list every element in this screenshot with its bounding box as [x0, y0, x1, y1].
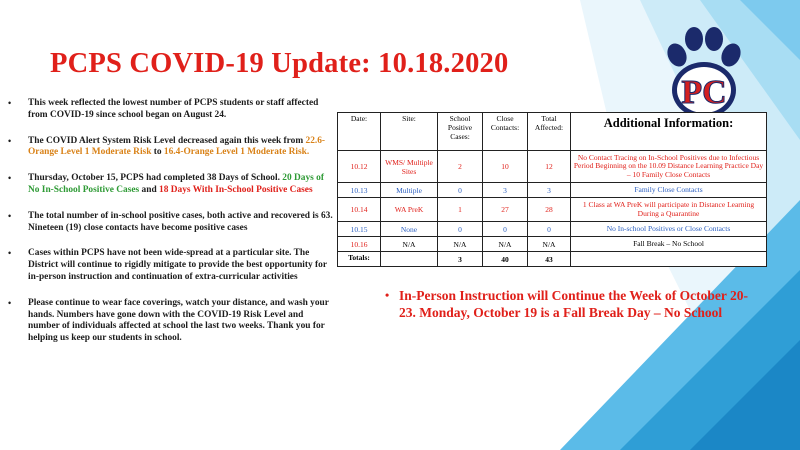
cell-date: 10.14 [338, 198, 381, 222]
cell-total: 3 [528, 183, 571, 198]
bullet-item: • The COVID Alert System Risk Level decreased again this week from 22.6-Orange Level 1 Moderate Risk to 16.4-Orange Level 1 Moderate Risk. [8, 135, 326, 158]
paw-logo-icon [660, 25, 746, 120]
header-date: Date: [338, 113, 381, 151]
page-title: PCPS COVID-19 Update: 10.18.2020 [50, 48, 509, 79]
total-close: 40 [483, 252, 528, 267]
covid-cases-table [337, 112, 767, 267]
cell-info: Family Close Contacts [571, 183, 767, 198]
cell-close: 10 [483, 151, 528, 183]
cell-info: No Contact Tracing on In-School Positives due to Infectious Period Beginning on the 10.09 Distance Learning Practice Day – 10 Family Close Contacts [571, 151, 767, 183]
cell-positive: 0 [438, 222, 483, 237]
cell-close: N/A [483, 237, 528, 252]
table-totals-row [338, 252, 767, 267]
bullet-item: • Cases within PCPS have not been wide-spread at a particular site. The District will continue to rigidly mitigate to provide the best opportunity for in-person instruction and continuation of extra-curricular activities [8, 248, 327, 282]
instruction-note: • In-Person Instruction will Continue the Week of October 20-23. Monday, October 19 is a Fall Break Day – No School [385, 288, 748, 320]
total-positive: 3 [438, 252, 483, 267]
totals-label: Totals: [338, 252, 381, 267]
cell-info: No In-school Positives or Close Contacts [571, 222, 767, 237]
cell-site: WA PreK [381, 198, 438, 222]
table-row [338, 237, 767, 252]
cell-positive: N/A [438, 237, 483, 252]
cell-close: 0 [483, 222, 528, 237]
cell-site: WMS/ Multiple Sites [381, 151, 438, 183]
bullet-item: • Please continue to wear face coverings, watch your distance, and wash your hands. Numbers have gone down with the COVID-19 Risk Level and number of individuals affected at school the last two weeks. Thank you for helping us keep our students in school. [8, 297, 329, 344]
cell-total: 12 [528, 151, 571, 183]
cell-positive: 2 [438, 151, 483, 183]
cell-site: None [381, 222, 438, 237]
cell-date: 10.13 [338, 183, 381, 198]
cell-site: Multiple [381, 183, 438, 198]
cell-empty [571, 252, 767, 267]
cell-total: 28 [528, 198, 571, 222]
cell-total: N/A [528, 237, 571, 252]
cell-info: 1 Class at WA PreK will participate in Distance Learning During a Quarantine [571, 198, 767, 222]
cell-positive: 0 [438, 183, 483, 198]
cell-date: 10.15 [338, 222, 381, 237]
cell-site: N/A [381, 237, 438, 252]
header-close-contacts: Close Contacts: [483, 113, 528, 151]
cell-empty [381, 252, 438, 267]
cell-date: 10.12 [338, 151, 381, 183]
cell-close: 3 [483, 183, 528, 198]
bullet-list [8, 98, 334, 359]
header-site: Site: [381, 113, 438, 151]
cell-info: Fall Break – No School [571, 237, 767, 252]
table-header-row [338, 113, 767, 151]
bullet-item: • The total number of in-school positive cases, both active and recovered is 63. Nineteen (19) close contacts have become positive cases [8, 210, 333, 233]
header-school-positive: School Positive Cases: [438, 113, 483, 151]
table-row [338, 151, 767, 183]
cell-date: 10.16 [338, 237, 381, 252]
table-row [338, 183, 767, 198]
cell-positive: 1 [438, 198, 483, 222]
header-total-affected: Total Affected: [528, 113, 571, 151]
cell-total: 0 [528, 222, 571, 237]
total-affected: 43 [528, 252, 571, 267]
header-additional-information: Additional Information: [571, 113, 767, 151]
logo-text: PC [681, 74, 727, 111]
bullet-item: • Thursday, October 15, PCPS had completed 38 Days of School. 20 Days of No In-School Positive Cases and 18 Days With In-School Positive Cases [8, 173, 324, 195]
cell-close: 27 [483, 198, 528, 222]
table-row [338, 198, 767, 222]
table-row [338, 222, 767, 237]
bullet-item: • This week reflected the lowest number of PCPS students or staff affected from COVID-19 since school began on August 24. [8, 98, 319, 120]
